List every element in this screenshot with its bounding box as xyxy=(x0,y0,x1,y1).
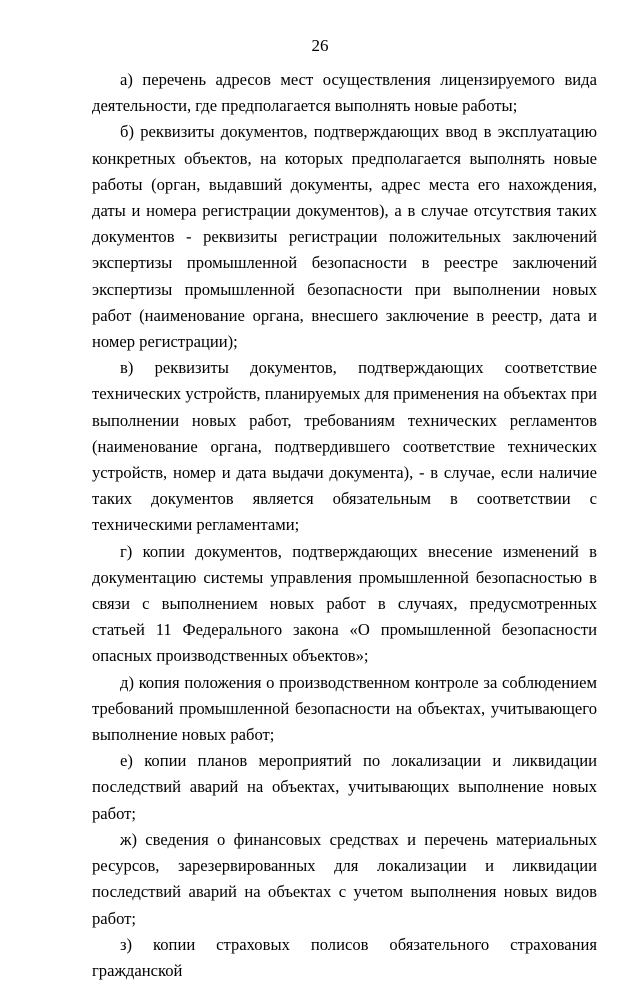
document-body xyxy=(92,67,597,984)
page-number: 26 xyxy=(311,36,329,55)
paragraph-b: б) реквизиты документов, подтверждающих ввод в эксплуатацию конкретных объектов, на которых предполагается выполнять новые работы (орган, выдавший документы, адрес места его нахождения, даты и номера регистрации документов), а в случае отсутствия таких документов - реквизиты регистрации положительных заключений экспертизы промышленной безопасности в реестре заключений экспертизы промышленной безопасности при выполнении новых работ (наименование органа, внесшего заключение в реестр, дата и номер регистрации); xyxy=(92,122,597,352)
paragraph-a: а) перечень адресов мест осуществления лицензируемого вида деятельности, где предполагается выполнять новые работы; xyxy=(92,70,597,116)
paragraph-d: д) копия положения о производственном контроле за соблюдением требований промышленной безопасности на объектах, учитывающего выполнение новых работ; xyxy=(92,672,597,745)
paragraph-zh: ж) сведения о финансовых средствах и перечень материальных ресурсов, зарезервированных для локализации и ликвидации последствий аварий на объектах с учетом выполнения новых видов работ; xyxy=(92,829,597,928)
paragraph-v: в) реквизиты документов, подтверждающих соответствие технических устройств, планируемых для применения на объектах при выполнении новых работ, требованиям технических регламентов (наименование органа, подтвердившего соответствие технических устройств, номер и дата выдачи документа), - в случае, если наличие таких документов является обязательным в соответствии с техническими регламентами; xyxy=(92,358,597,535)
paragraph-g: г) копии документов, подтверждающих внесение изменений в документацию системы управления промышленной безопасностью в связи с выполнением новых работ в случаях, предусмотренных статьей 11 Федерального закона «О промышленной безопасности опасных производственных объектов»; xyxy=(92,541,597,666)
paragraph-e: е) копии планов мероприятий по локализации и ликвидации последствий аварий на объектах, учитывающих выполнение новых работ; xyxy=(92,751,597,823)
paragraph-z: з) копии страховых полисов обязательного страхования гражданской xyxy=(92,934,597,980)
